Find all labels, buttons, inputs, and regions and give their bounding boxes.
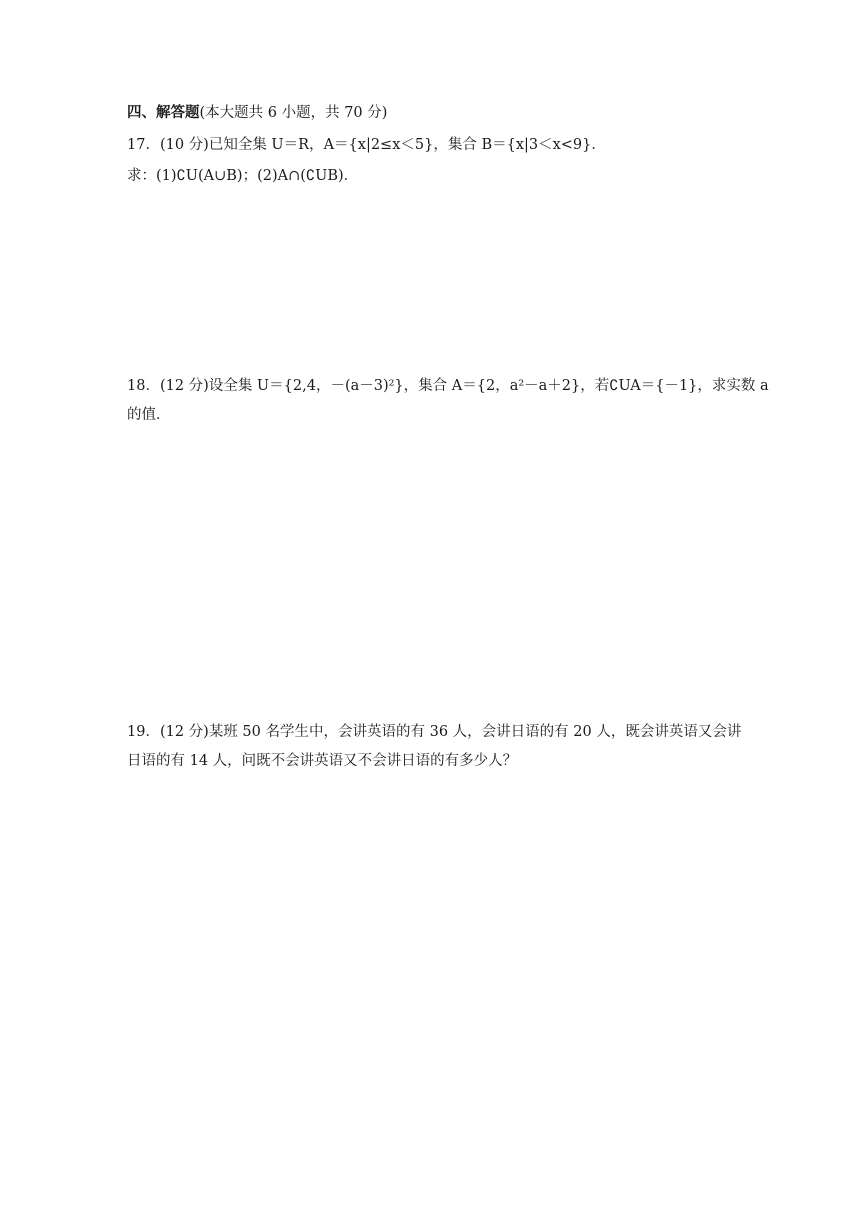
question-19-line-1: 19．(12 分)某班 50 名学生中，会讲英语的有 36 人，会讲日语的有 20 人，既会讲英语又会讲 (127, 724, 742, 740)
section-title: 四、解答题 (127, 105, 200, 121)
question-19-line-2: 日语的有 14 人，问既不会讲英语又不会讲日语的有多少人？ (127, 753, 518, 769)
section-note: (本大题共 6 小题，共 70 分) (199, 105, 388, 121)
question-17-line-2: 求：(1)∁U(A∪B)；(2)A∩(∁UB)． (127, 168, 359, 184)
question-18-line-2: 的值． (127, 407, 171, 423)
section-heading (127, 103, 737, 123)
question-18-line-1: 18．(12 分)设全集 U＝{2,4，－(a－3)²}，集合 A＝{2，a²－a＋2}，若∁UA＝{－1}，求实数 a (127, 378, 769, 394)
question-17-line-1: 17．(10 分)已知全集 U＝R，A＝{x|2≤x＜5}，集合 B＝{x|3＜x<9}． (127, 137, 606, 153)
